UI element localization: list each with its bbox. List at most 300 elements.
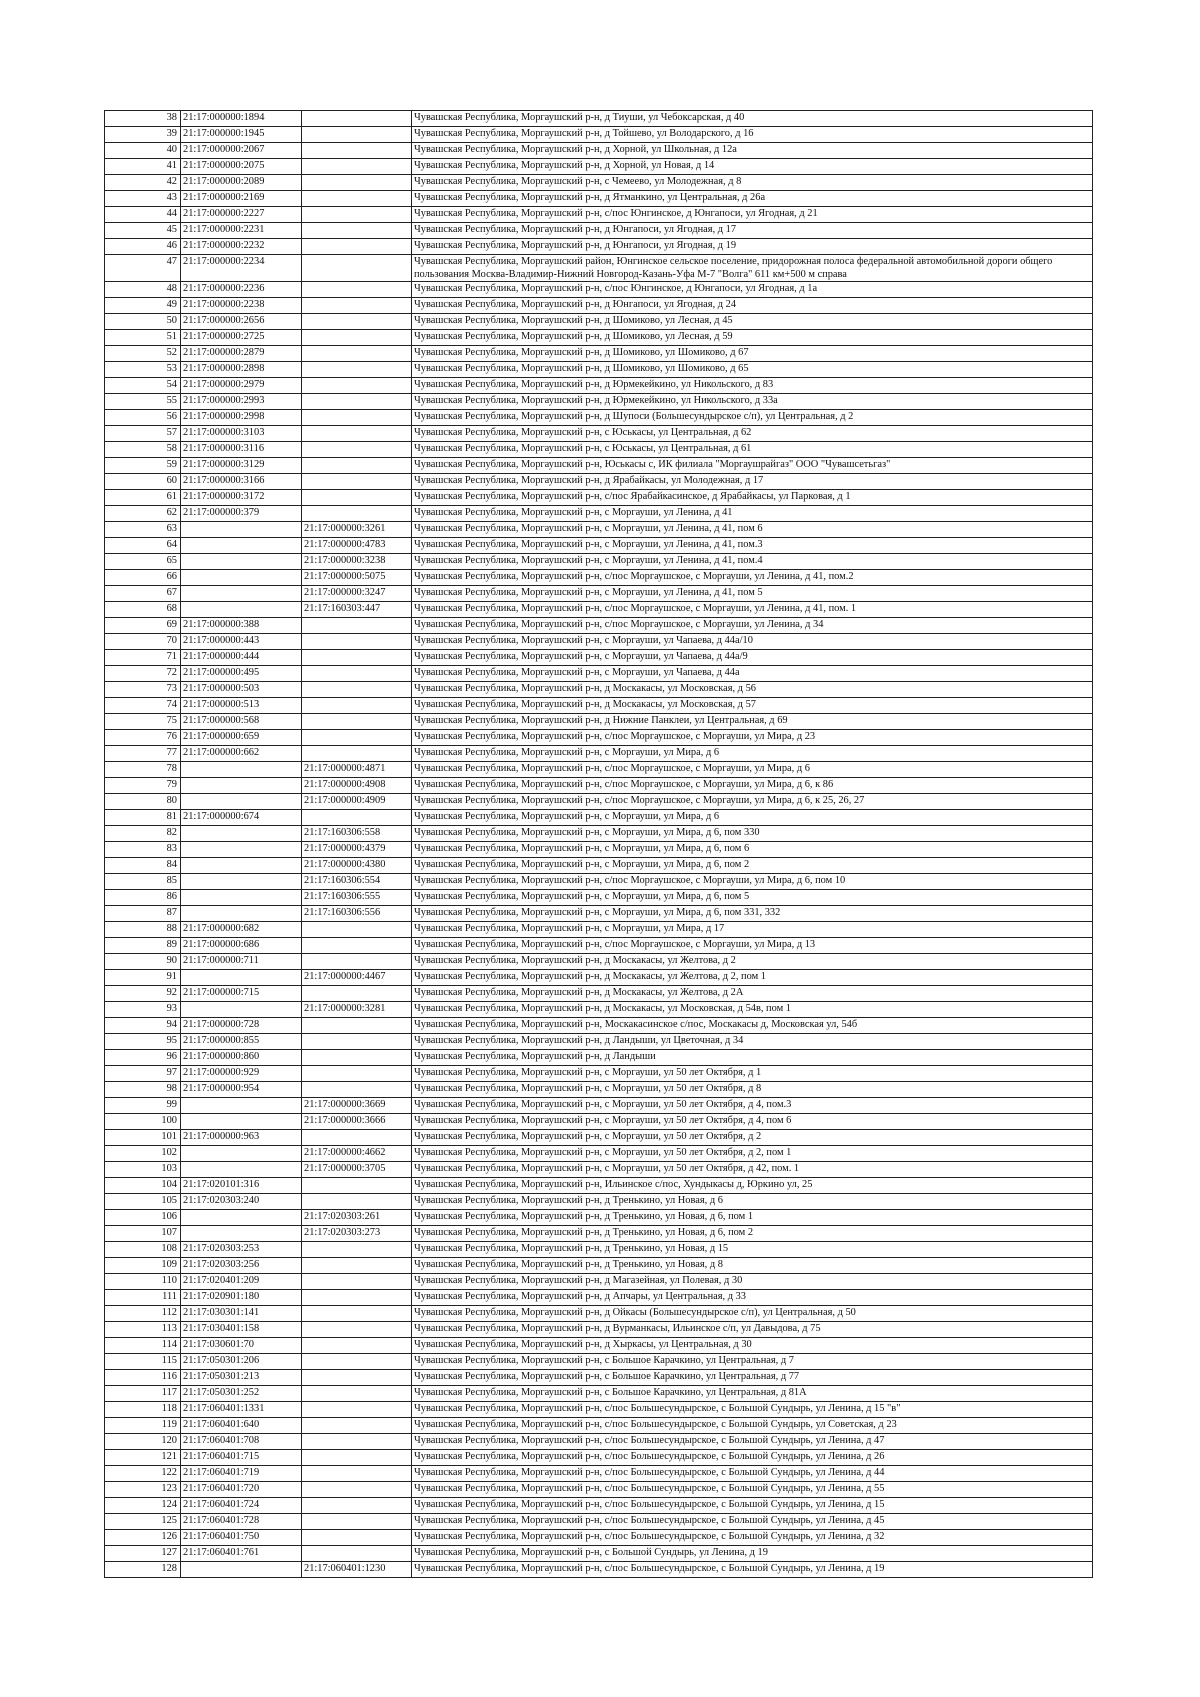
row-number-cell: 87 bbox=[105, 906, 181, 922]
table-row bbox=[105, 474, 1093, 490]
premises-cadastral-number-cell bbox=[302, 207, 412, 223]
address-cell: Чувашская Республика, Моргаушский р-н, с/пос Моргаушское, с Моргауши, ул Мира, д 6, к 86 bbox=[412, 778, 1093, 794]
premises-cadastral-number-cell bbox=[302, 1274, 412, 1290]
address-cell: Чувашская Республика, Моргаушский р-н, д Апчары, ул Центральная, д 33 bbox=[412, 1290, 1093, 1306]
premises-cadastral-number-cell bbox=[302, 938, 412, 954]
cadastral-number-cell: 21:17:000000:495 bbox=[181, 666, 302, 682]
cadastral-number-cell: 21:17:000000:728 bbox=[181, 1018, 302, 1034]
cadastral-number-cell: 21:17:000000:2725 bbox=[181, 330, 302, 346]
table-row bbox=[105, 1402, 1093, 1418]
table-row bbox=[105, 1290, 1093, 1306]
premises-cadastral-number-cell bbox=[302, 282, 412, 298]
premises-cadastral-number-cell bbox=[302, 1530, 412, 1546]
row-number-cell: 108 bbox=[105, 1242, 181, 1258]
address-cell: Чувашская Республика, Моргаушский р-н, с Моргауши, ул Ленина, д 41, пом 6 bbox=[412, 522, 1093, 538]
table-row bbox=[105, 239, 1093, 255]
address-cell: Чувашская Республика, Моргаушский р-н, Юськасы с, ИК филиала "Моргаушрайгаз" ООО "Чувашсетьгаз" bbox=[412, 458, 1093, 474]
address-cell: Чувашская Республика, Моргаушский р-н, с Моргауши, ул 50 лет Октября, д 2 bbox=[412, 1130, 1093, 1146]
row-number-cell: 49 bbox=[105, 298, 181, 314]
cadastral-number-cell: 21:17:000000:963 bbox=[181, 1130, 302, 1146]
table-row bbox=[105, 1370, 1093, 1386]
address-cell: Чувашская Республика, Моргаушский р-н, с Моргауши, ул Ленина, д 41, пом 5 bbox=[412, 586, 1093, 602]
premises-cadastral-number-cell bbox=[302, 1546, 412, 1562]
cadastral-number-cell: 21:17:000000:860 bbox=[181, 1050, 302, 1066]
table-row bbox=[105, 127, 1093, 143]
premises-cadastral-number-cell bbox=[302, 714, 412, 730]
row-number-cell: 110 bbox=[105, 1274, 181, 1290]
table-row bbox=[105, 282, 1093, 298]
address-cell: Чувашская Республика, Моргаушский р-н, с/пос Моргаушское, с Моргауши, ул Мира, д 13 bbox=[412, 938, 1093, 954]
row-number-cell: 67 bbox=[105, 586, 181, 602]
row-number-cell: 97 bbox=[105, 1066, 181, 1082]
premises-cadastral-number-cell: 21:17:000000:4783 bbox=[302, 538, 412, 554]
premises-cadastral-number-cell bbox=[302, 1290, 412, 1306]
row-number-cell: 68 bbox=[105, 602, 181, 618]
cadastral-number-cell: 21:17:020401:209 bbox=[181, 1274, 302, 1290]
premises-cadastral-number-cell bbox=[302, 1402, 412, 1418]
row-number-cell: 118 bbox=[105, 1402, 181, 1418]
address-cell: Чувашская Республика, Моргаушский р-н, с Моргауши, ул 50 лет Октября, д 8 bbox=[412, 1082, 1093, 1098]
cadastral-number-cell: 21:17:000000:715 bbox=[181, 986, 302, 1002]
table-row bbox=[105, 159, 1093, 175]
cadastral-number-cell: 21:17:000000:682 bbox=[181, 922, 302, 938]
premises-cadastral-number-cell bbox=[302, 1322, 412, 1338]
premises-cadastral-number-cell: 21:17:000000:4467 bbox=[302, 970, 412, 986]
premises-cadastral-number-cell bbox=[302, 506, 412, 522]
cadastral-number-cell: 21:17:000000:711 bbox=[181, 954, 302, 970]
address-cell: Чувашская Республика, Моргаушский р-н, с/пос Большесундырское, с Большой Сундырь, ул Ленина, д 44 bbox=[412, 1466, 1093, 1482]
table-row bbox=[105, 698, 1093, 714]
cadastral-number-cell: 21:17:000000:855 bbox=[181, 1034, 302, 1050]
table-row bbox=[105, 426, 1093, 442]
table-row bbox=[105, 410, 1093, 426]
cadastral-number-cell: 21:17:000000:513 bbox=[181, 698, 302, 714]
address-cell: Чувашская Республика, Моргаушский р-н, д Хорной, ул Новая, д 14 bbox=[412, 159, 1093, 175]
premises-cadastral-number-cell bbox=[302, 1498, 412, 1514]
cadastral-number-cell: 21:17:050301:213 bbox=[181, 1370, 302, 1386]
row-number-cell: 38 bbox=[105, 111, 181, 127]
premises-cadastral-number-cell bbox=[302, 618, 412, 634]
address-cell: Чувашская Республика, Моргаушский р-н, д Шомиково, ул Лесная, д 45 bbox=[412, 314, 1093, 330]
cadastral-number-cell: 21:17:060401:728 bbox=[181, 1514, 302, 1530]
address-cell: Чувашская Республика, Моргаушский р-н, д Тренькино, ул Новая, д 6 bbox=[412, 1194, 1093, 1210]
row-number-cell: 90 bbox=[105, 954, 181, 970]
address-cell: Чувашская Республика, Моргаушский р-н, д Ландыши bbox=[412, 1050, 1093, 1066]
row-number-cell: 48 bbox=[105, 282, 181, 298]
row-number-cell: 84 bbox=[105, 858, 181, 874]
address-cell: Чувашская Республика, Моргаушский р-н, д Магазейная, ул Полевая, д 30 bbox=[412, 1274, 1093, 1290]
cadastral-number-cell: 21:17:000000:2238 bbox=[181, 298, 302, 314]
row-number-cell: 59 bbox=[105, 458, 181, 474]
row-number-cell: 101 bbox=[105, 1130, 181, 1146]
table-row bbox=[105, 970, 1093, 986]
address-cell: Чувашская Республика, Моргаушский р-н, д Тиуши, ул Чебоксарская, д 40 bbox=[412, 111, 1093, 127]
premises-cadastral-number-cell bbox=[302, 378, 412, 394]
premises-cadastral-number-cell bbox=[302, 394, 412, 410]
cadastral-number-cell: 21:17:000000:3166 bbox=[181, 474, 302, 490]
premises-cadastral-number-cell bbox=[302, 143, 412, 159]
table-row bbox=[105, 223, 1093, 239]
premises-cadastral-number-cell bbox=[302, 298, 412, 314]
premises-cadastral-number-cell: 21:17:000000:3669 bbox=[302, 1098, 412, 1114]
row-number-cell: 125 bbox=[105, 1514, 181, 1530]
address-cell: Чувашская Республика, Моргаушский р-н, с Моргауши, ул 50 лет Октября, д 42, пом. 1 bbox=[412, 1162, 1093, 1178]
table-row bbox=[105, 842, 1093, 858]
table-row bbox=[105, 730, 1093, 746]
address-cell: Чувашская Республика, Моргаушский р-н, д Тренькино, ул Новая, д 15 bbox=[412, 1242, 1093, 1258]
cadastral-number-cell bbox=[181, 538, 302, 554]
address-cell: Чувашская Республика, Моргаушский р-н, д Юрмекейкино, ул Никольского, д 83 bbox=[412, 378, 1093, 394]
premises-cadastral-number-cell: 21:17:000000:4662 bbox=[302, 1146, 412, 1162]
premises-cadastral-number-cell bbox=[302, 1450, 412, 1466]
cadastral-number-cell bbox=[181, 586, 302, 602]
row-number-cell: 126 bbox=[105, 1530, 181, 1546]
address-cell: Чувашская Республика, Моргаушский р-н, с Юськасы, ул Центральная, д 62 bbox=[412, 426, 1093, 442]
row-number-cell: 61 bbox=[105, 490, 181, 506]
row-number-cell: 69 bbox=[105, 618, 181, 634]
cadastral-number-cell bbox=[181, 554, 302, 570]
address-cell: Чувашская Республика, Моргаушский р-н, д Юрмекейкино, ул Никольского, д 33а bbox=[412, 394, 1093, 410]
table-row bbox=[105, 1194, 1093, 1210]
premises-cadastral-number-cell bbox=[302, 175, 412, 191]
row-number-cell: 54 bbox=[105, 378, 181, 394]
premises-cadastral-number-cell bbox=[302, 111, 412, 127]
row-number-cell: 72 bbox=[105, 666, 181, 682]
table-row bbox=[105, 111, 1093, 127]
premises-cadastral-number-cell bbox=[302, 1082, 412, 1098]
table-row bbox=[105, 442, 1093, 458]
table-row bbox=[105, 794, 1093, 810]
address-cell: Чувашская Республика, Моргаушский р-н, д Юнгапоси, ул Ягодная, д 24 bbox=[412, 298, 1093, 314]
address-cell: Чувашская Республика, Моргаушский р-н, д Москакасы, ул Желтова, д 2А bbox=[412, 986, 1093, 1002]
cadastral-number-cell: 21:17:060401:719 bbox=[181, 1466, 302, 1482]
premises-cadastral-number-cell bbox=[302, 1370, 412, 1386]
address-cell: Чувашская Республика, Моргаушский р-н, д Шомиково, ул Шомиково, д 65 bbox=[412, 362, 1093, 378]
cadastral-number-cell: 21:17:000000:2231 bbox=[181, 223, 302, 239]
premises-cadastral-number-cell bbox=[302, 730, 412, 746]
address-cell: Чувашская Республика, Моргаушский р-н, с/пос Моргаушское, с Моргауши, ул Ленина, д 41, пом.2 bbox=[412, 570, 1093, 586]
address-cell: Чувашская Республика, Моргаушский район, Юнгинское сельское поселение, придорожная полоса федеральной автомобильной дороги общего пользования Москва-Владимир-Нижний Новгород-Казань-Уфа М-7 "Волга" 611 км+500 м справа bbox=[412, 255, 1093, 282]
premises-cadastral-number-cell: 21:17:000000:4908 bbox=[302, 778, 412, 794]
table-row bbox=[105, 1546, 1093, 1562]
address-cell: Чувашская Республика, Моргаушский р-н, с Моргауши, ул 50 лет Октября, д 4, пом 6 bbox=[412, 1114, 1093, 1130]
cadastral-number-cell: 21:17:000000:568 bbox=[181, 714, 302, 730]
table-row bbox=[105, 682, 1093, 698]
cadastral-number-cell bbox=[181, 1098, 302, 1114]
row-number-cell: 60 bbox=[105, 474, 181, 490]
cadastral-number-cell: 21:17:000000:2067 bbox=[181, 143, 302, 159]
table-row bbox=[105, 191, 1093, 207]
cadastral-number-cell: 21:17:000000:2169 bbox=[181, 191, 302, 207]
table-row bbox=[105, 1498, 1093, 1514]
premises-cadastral-number-cell: 21:17:000000:3281 bbox=[302, 1002, 412, 1018]
row-number-cell: 40 bbox=[105, 143, 181, 159]
address-cell: Чувашская Республика, Моргаушский р-н, с Большое Карачкино, ул Центральная, д 81А bbox=[412, 1386, 1093, 1402]
row-number-cell: 85 bbox=[105, 874, 181, 890]
table-row bbox=[105, 906, 1093, 922]
row-number-cell: 102 bbox=[105, 1146, 181, 1162]
cadastral-number-cell: 21:17:000000:503 bbox=[181, 682, 302, 698]
address-cell: Чувашская Республика, Моргаушский р-н, с Моргауши, ул Мира, д 6 bbox=[412, 746, 1093, 762]
premises-cadastral-number-cell: 21:17:000000:4871 bbox=[302, 762, 412, 778]
table-row bbox=[105, 666, 1093, 682]
address-cell: Чувашская Республика, Моргаушский р-н, с/пос Большесундырское, с Большой Сундырь, ул Ленина, д 15 bbox=[412, 1498, 1093, 1514]
cadastral-number-cell: 21:17:020101:316 bbox=[181, 1178, 302, 1194]
table-row bbox=[105, 858, 1093, 874]
cadastral-number-cell bbox=[181, 1146, 302, 1162]
table-row bbox=[105, 618, 1093, 634]
cadastral-number-cell: 21:17:000000:2075 bbox=[181, 159, 302, 175]
cadastral-number-cell: 21:17:020901:180 bbox=[181, 1290, 302, 1306]
row-number-cell: 46 bbox=[105, 239, 181, 255]
cadastral-number-cell bbox=[181, 826, 302, 842]
table-row bbox=[105, 1258, 1093, 1274]
row-number-cell: 45 bbox=[105, 223, 181, 239]
cadastral-number-cell bbox=[181, 842, 302, 858]
row-number-cell: 123 bbox=[105, 1482, 181, 1498]
premises-cadastral-number-cell bbox=[302, 426, 412, 442]
cadastral-number-cell bbox=[181, 1002, 302, 1018]
table-row bbox=[105, 538, 1093, 554]
address-cell: Чувашская Республика, Моргаушский р-н, с Моргауши, ул Мира, д 6 bbox=[412, 810, 1093, 826]
row-number-cell: 43 bbox=[105, 191, 181, 207]
premises-cadastral-number-cell bbox=[302, 682, 412, 698]
address-cell: Чувашская Республика, Моргаушский р-н, с/пос Большесундырское, с Большой Сундырь, ул Советская, д 23 bbox=[412, 1418, 1093, 1434]
premises-cadastral-number-cell bbox=[302, 1178, 412, 1194]
row-number-cell: 75 bbox=[105, 714, 181, 730]
row-number-cell: 64 bbox=[105, 538, 181, 554]
cadastral-number-cell: 21:17:000000:2089 bbox=[181, 175, 302, 191]
row-number-cell: 58 bbox=[105, 442, 181, 458]
address-cell: Чувашская Республика, Моргаушский р-н, с Моргауши, ул Мира, д 6, пом 331, 332 bbox=[412, 906, 1093, 922]
premises-cadastral-number-cell: 21:17:160306:556 bbox=[302, 906, 412, 922]
cadastral-number-cell: 21:17:000000:1894 bbox=[181, 111, 302, 127]
table-row bbox=[105, 175, 1093, 191]
row-number-cell: 79 bbox=[105, 778, 181, 794]
table-row bbox=[105, 378, 1093, 394]
table-row bbox=[105, 1066, 1093, 1082]
address-cell: Чувашская Республика, Моргаушский р-н, с/пос Большесундырское, с Большой Сундырь, ул Ленина, д 26 bbox=[412, 1450, 1093, 1466]
address-cell: Чувашская Республика, Моргаушский р-н, с Чемеево, ул Молодежная, д 8 bbox=[412, 175, 1093, 191]
address-cell: Чувашская Республика, Моргаушский р-н, с/пос Большесундырское, с Большой Сундырь, ул Ленина, д 32 bbox=[412, 1530, 1093, 1546]
premises-cadastral-number-cell bbox=[302, 1466, 412, 1482]
address-cell: Чувашская Республика, Моргаушский р-н, д Ойкасы (Большесундырское с/п), ул Центральная, д 50 bbox=[412, 1306, 1093, 1322]
address-cell: Чувашская Республика, Моргаушский р-н, с Моргауши, ул Ленина, д 41 bbox=[412, 506, 1093, 522]
premises-cadastral-number-cell bbox=[302, 986, 412, 1002]
cadastral-number-cell: 21:17:000000:3172 bbox=[181, 490, 302, 506]
cadastral-number-cell: 21:17:000000:2898 bbox=[181, 362, 302, 378]
premises-cadastral-number-cell bbox=[302, 314, 412, 330]
cadastral-number-cell: 21:17:000000:662 bbox=[181, 746, 302, 762]
cadastral-number-cell: 21:17:030401:158 bbox=[181, 1322, 302, 1338]
table-row bbox=[105, 986, 1093, 1002]
row-number-cell: 39 bbox=[105, 127, 181, 143]
premises-cadastral-number-cell bbox=[302, 1514, 412, 1530]
row-number-cell: 109 bbox=[105, 1258, 181, 1274]
table-row bbox=[105, 1354, 1093, 1370]
cadastral-number-cell: 21:17:000000:3116 bbox=[181, 442, 302, 458]
cadastral-number-cell: 21:17:060401:708 bbox=[181, 1434, 302, 1450]
premises-cadastral-number-cell bbox=[302, 490, 412, 506]
row-number-cell: 73 bbox=[105, 682, 181, 698]
address-cell: Чувашская Республика, Моргаушский р-н, с Моргауши, ул 50 лет Октября, д 1 bbox=[412, 1066, 1093, 1082]
table-row bbox=[105, 1306, 1093, 1322]
address-cell: Чувашская Республика, Моргаушский р-н, с Моргауши, ул Мира, д 17 bbox=[412, 922, 1093, 938]
premises-cadastral-number-cell bbox=[302, 362, 412, 378]
row-number-cell: 63 bbox=[105, 522, 181, 538]
row-number-cell: 50 bbox=[105, 314, 181, 330]
address-cell: Чувашская Республика, Моргаушский р-н, с/пос Ярабайкасинское, д Ярабайкасы, ул Парковая, д 1 bbox=[412, 490, 1093, 506]
cadastral-number-cell: 21:17:000000:2656 bbox=[181, 314, 302, 330]
address-cell: Чувашская Республика, Моргаушский р-н, д Москакасы, ул Московская, д 57 bbox=[412, 698, 1093, 714]
premises-cadastral-number-cell: 21:17:020303:273 bbox=[302, 1226, 412, 1242]
row-number-cell: 80 bbox=[105, 794, 181, 810]
row-number-cell: 116 bbox=[105, 1370, 181, 1386]
premises-cadastral-number-cell bbox=[302, 1258, 412, 1274]
address-cell: Чувашская Республика, Моргаушский р-н, с Моргауши, ул Чапаева, д 44а bbox=[412, 666, 1093, 682]
cadastral-number-cell: 21:17:000000:659 bbox=[181, 730, 302, 746]
address-cell: Чувашская Республика, Моргаушский р-н, с Моргауши, ул Мира, д 6, пом 2 bbox=[412, 858, 1093, 874]
premises-cadastral-number-cell bbox=[302, 1050, 412, 1066]
premises-cadastral-number-cell bbox=[302, 1434, 412, 1450]
address-cell: Чувашская Республика, Моргаушский р-н, с Моргауши, ул Чапаева, д 44а/9 bbox=[412, 650, 1093, 666]
table-row bbox=[105, 330, 1093, 346]
table-row bbox=[105, 458, 1093, 474]
cadastral-number-cell: 21:17:000000:379 bbox=[181, 506, 302, 522]
table-row bbox=[105, 1514, 1093, 1530]
address-cell: Чувашская Республика, Моргаушский р-н, с/пос Юнгинское, д Юнгапоси, ул Ягодная, д 1а bbox=[412, 282, 1093, 298]
row-number-cell: 92 bbox=[105, 986, 181, 1002]
row-number-cell: 115 bbox=[105, 1354, 181, 1370]
cadastral-number-cell bbox=[181, 1114, 302, 1130]
address-cell: Чувашская Республика, Моргаушский р-н, с/пос Большесундырское, с Большой Сундырь, ул Ленина, д 47 bbox=[412, 1434, 1093, 1450]
premises-cadastral-number-cell bbox=[302, 410, 412, 426]
address-cell: Чувашская Республика, Моргаушский р-н, д Ярабайкасы, ул Молодежная, д 17 bbox=[412, 474, 1093, 490]
row-number-cell: 120 bbox=[105, 1434, 181, 1450]
address-cell: Чувашская Республика, Моргаушский р-н, с/пос Моргаушское, с Моргауши, ул Ленина, д 41, пом. 1 bbox=[412, 602, 1093, 618]
premises-cadastral-number-cell bbox=[302, 191, 412, 207]
cadastral-number-cell bbox=[181, 906, 302, 922]
table-row bbox=[105, 570, 1093, 586]
row-number-cell: 82 bbox=[105, 826, 181, 842]
premises-cadastral-number-cell: 21:17:160306:555 bbox=[302, 890, 412, 906]
premises-cadastral-number-cell: 21:17:020303:261 bbox=[302, 1210, 412, 1226]
cadastral-number-cell bbox=[181, 602, 302, 618]
cadastral-number-cell: 21:17:000000:388 bbox=[181, 618, 302, 634]
cadastral-number-cell: 21:17:000000:2232 bbox=[181, 239, 302, 255]
premises-cadastral-number-cell bbox=[302, 223, 412, 239]
premises-cadastral-number-cell bbox=[302, 746, 412, 762]
cadastral-number-cell: 21:17:000000:674 bbox=[181, 810, 302, 826]
table-row bbox=[105, 1434, 1093, 1450]
cadastral-number-cell: 21:17:000000:1945 bbox=[181, 127, 302, 143]
cadastral-number-cell: 21:17:000000:2998 bbox=[181, 410, 302, 426]
premises-cadastral-number-cell: 21:17:060401:1230 bbox=[302, 1562, 412, 1578]
cadastral-number-cell: 21:17:000000:2879 bbox=[181, 346, 302, 362]
premises-cadastral-number-cell bbox=[302, 698, 412, 714]
table-row bbox=[105, 762, 1093, 778]
row-number-cell: 42 bbox=[105, 175, 181, 191]
row-number-cell: 52 bbox=[105, 346, 181, 362]
address-cell: Чувашская Республика, Моргаушский р-н, д Хыркасы, ул Центральная, д 30 bbox=[412, 1338, 1093, 1354]
premises-cadastral-number-cell bbox=[302, 634, 412, 650]
table-row bbox=[105, 826, 1093, 842]
row-number-cell: 51 bbox=[105, 330, 181, 346]
table-row bbox=[105, 1114, 1093, 1130]
row-number-cell: 113 bbox=[105, 1322, 181, 1338]
premises-cadastral-number-cell bbox=[302, 650, 412, 666]
address-cell: Чувашская Республика, Моргаушский р-н, с Моргауши, ул Мира, д 6, пом 330 bbox=[412, 826, 1093, 842]
premises-cadastral-number-cell: 21:17:000000:4380 bbox=[302, 858, 412, 874]
cadastral-number-cell: 21:17:000000:443 bbox=[181, 634, 302, 650]
address-cell: Чувашская Республика, Моргаушский р-н, д Тренькино, ул Новая, д 6, пом 2 bbox=[412, 1226, 1093, 1242]
row-number-cell: 100 bbox=[105, 1114, 181, 1130]
address-cell: Чувашская Республика, Моргаушский р-н, д Юнгапоси, ул Ягодная, д 17 bbox=[412, 223, 1093, 239]
table-row bbox=[105, 207, 1093, 223]
address-cell: Чувашская Республика, Моргаушский р-н, д Москакасы, ул Московская, д 54в, пом 1 bbox=[412, 1002, 1093, 1018]
cadastral-number-cell bbox=[181, 778, 302, 794]
row-number-cell: 119 bbox=[105, 1418, 181, 1434]
table-row bbox=[105, 650, 1093, 666]
cadastral-number-cell: 21:17:020303:240 bbox=[181, 1194, 302, 1210]
premises-cadastral-number-cell: 21:17:160303:447 bbox=[302, 602, 412, 618]
row-number-cell: 89 bbox=[105, 938, 181, 954]
table-row bbox=[105, 1530, 1093, 1546]
premises-cadastral-number-cell bbox=[302, 1034, 412, 1050]
row-number-cell: 105 bbox=[105, 1194, 181, 1210]
address-cell: Чувашская Республика, Моргаушский р-н, с Моргауши, ул Мира, д 6, пом 5 bbox=[412, 890, 1093, 906]
address-cell: Чувашская Республика, Моргаушский р-н, д Москакасы, ул Желтова, д 2 bbox=[412, 954, 1093, 970]
cadastral-number-cell: 21:17:000000:2979 bbox=[181, 378, 302, 394]
table-row bbox=[105, 394, 1093, 410]
cadastral-number-cell: 21:17:020303:253 bbox=[181, 1242, 302, 1258]
table-row bbox=[105, 1002, 1093, 1018]
cadastral-number-cell: 21:17:000000:3103 bbox=[181, 426, 302, 442]
table-row bbox=[105, 143, 1093, 159]
table-row bbox=[105, 1482, 1093, 1498]
row-number-cell: 91 bbox=[105, 970, 181, 986]
row-number-cell: 55 bbox=[105, 394, 181, 410]
premises-cadastral-number-cell bbox=[302, 954, 412, 970]
cadastral-number-cell: 21:17:050301:252 bbox=[181, 1386, 302, 1402]
premises-cadastral-number-cell bbox=[302, 239, 412, 255]
cadastral-number-cell: 21:17:000000:3129 bbox=[181, 458, 302, 474]
cadastral-number-cell: 21:17:060401:640 bbox=[181, 1418, 302, 1434]
table-body bbox=[105, 111, 1093, 1578]
premises-cadastral-number-cell: 21:17:160306:558 bbox=[302, 826, 412, 842]
table-row bbox=[105, 1130, 1093, 1146]
table-row bbox=[105, 922, 1093, 938]
cadastral-number-cell bbox=[181, 970, 302, 986]
table-row bbox=[105, 1210, 1093, 1226]
premises-cadastral-number-cell bbox=[302, 442, 412, 458]
address-cell: Чувашская Республика, Моргаушский р-н, д Москакасы, ул Московская, д 56 bbox=[412, 682, 1093, 698]
table-row bbox=[105, 874, 1093, 890]
table-row bbox=[105, 1418, 1093, 1434]
cadastral-number-cell bbox=[181, 874, 302, 890]
premises-cadastral-number-cell bbox=[302, 330, 412, 346]
address-cell: Чувашская Республика, Моргаушский р-н, с Большой Сундырь, ул Ленина, д 19 bbox=[412, 1546, 1093, 1562]
cadastral-number-cell: 21:17:000000:954 bbox=[181, 1082, 302, 1098]
row-number-cell: 107 bbox=[105, 1226, 181, 1242]
table-row bbox=[105, 255, 1093, 282]
cadastral-number-cell bbox=[181, 890, 302, 906]
table-row bbox=[105, 298, 1093, 314]
premises-cadastral-number-cell: 21:17:000000:3247 bbox=[302, 586, 412, 602]
table-row bbox=[105, 1050, 1093, 1066]
table-row bbox=[105, 1450, 1093, 1466]
address-cell: Чувашская Республика, Моргаушский р-н, с/пос Большесундырское, с Большой Сундырь, ул Ленина, д 55 bbox=[412, 1482, 1093, 1498]
